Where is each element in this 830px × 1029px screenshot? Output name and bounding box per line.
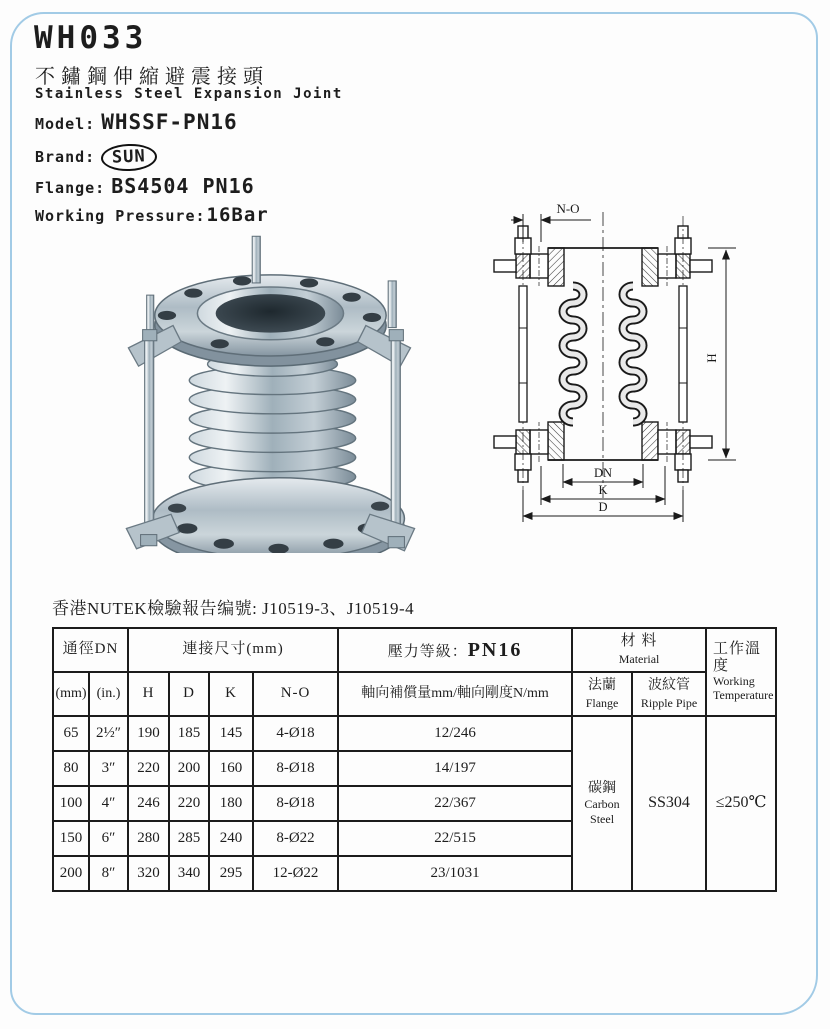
material-zh: 材 料 <box>620 632 658 649</box>
flange-value: BS4504 PN16 <box>111 174 255 198</box>
table-cell: 285 <box>169 821 209 856</box>
dimension-n-o <box>511 214 591 242</box>
table-cell: 65 <box>53 716 89 751</box>
table-cell: 320 <box>128 856 169 891</box>
col-header-ripple <box>632 672 706 716</box>
label-k: K <box>598 483 608 497</box>
model-line <box>35 110 238 134</box>
table-cell: 14/197 <box>338 751 572 786</box>
table-cell: 8″ <box>89 856 128 891</box>
pressure-grade-label: 壓力等級： <box>387 643 468 660</box>
photo-top-flange <box>155 275 386 366</box>
table-cell: 3″ <box>89 751 128 786</box>
label-n-o: N-O <box>556 201 580 216</box>
table-cell: 6″ <box>89 821 128 856</box>
flange-section-top-right <box>642 226 712 286</box>
flange-col-en: Flange <box>585 696 619 710</box>
working-temp-cell: ≤250℃ <box>706 716 776 891</box>
col-header-working-temp <box>706 628 776 716</box>
material-en: Material <box>618 652 660 666</box>
material-flange-en2: Steel <box>590 812 615 827</box>
table-row <box>53 716 776 751</box>
col-header-d: D <box>169 672 209 716</box>
spec-table <box>52 627 777 892</box>
material-flange-cell <box>572 716 632 891</box>
label-d: D <box>598 500 608 514</box>
flange-col-zh: 法蘭 <box>588 677 617 693</box>
title-english: Stainless Steel Expansion Joint <box>35 86 343 102</box>
table-cell: 220 <box>169 786 209 821</box>
material-ripple-cell: SS304 <box>632 716 706 891</box>
table-cell: 12/246 <box>338 716 572 751</box>
table-cell: 340 <box>169 856 209 891</box>
col-header-material <box>572 628 706 672</box>
pressure-label: Working Pressure: <box>35 207 206 225</box>
brand-label: Brand: <box>35 148 96 166</box>
table-cell: 200 <box>53 856 89 891</box>
table-cell: 160 <box>209 751 253 786</box>
pressure-grade-value: PN16 <box>467 638 523 661</box>
table-cell: 22/367 <box>338 786 572 821</box>
label-h: H <box>704 353 719 363</box>
table-cell: 190 <box>128 716 169 751</box>
material-flange-en1: Carbon <box>584 797 620 812</box>
table-cell: 23/1031 <box>338 856 572 891</box>
table-cell: 200 <box>169 751 209 786</box>
table-cell: 240 <box>209 821 253 856</box>
photo-bottom-flange <box>153 478 405 553</box>
inspection-report-line: 香港NUTEK檢驗報告编號: J10519-3、J10519-4 <box>52 599 415 618</box>
technical-drawing <box>478 198 748 530</box>
col-header-pressure <box>338 628 572 672</box>
table-cell: 246 <box>128 786 169 821</box>
table-cell: 8-Ø18 <box>253 786 338 821</box>
col-header-dn-group: 通徑DN <box>53 628 128 672</box>
working-temp-en2: Temperature <box>713 688 774 703</box>
table-cell: 220 <box>128 751 169 786</box>
model-label: Model: <box>35 115 96 133</box>
table-cell: 295 <box>209 856 253 891</box>
table-cell: 8-Ø18 <box>253 751 338 786</box>
working-temp-en1: Working <box>713 674 755 689</box>
table-cell: 8-Ø22 <box>253 821 338 856</box>
col-header-flange <box>572 672 632 716</box>
brand-line <box>35 144 157 171</box>
table-cell: 185 <box>169 716 209 751</box>
flange-section-bottom-right <box>642 422 712 482</box>
table-cell: 280 <box>128 821 169 856</box>
table-cell: 22/515 <box>338 821 572 856</box>
flange-section-bottom-left <box>494 422 564 482</box>
flange-line <box>35 174 255 198</box>
col-header-mm: (mm) <box>53 672 89 716</box>
table-cell: 4″ <box>89 786 128 821</box>
table-cell: 180 <box>209 786 253 821</box>
col-header-axial: 軸向補償量mm/軸向剛度N/mm <box>338 672 572 716</box>
col-header-n-o: N-O <box>253 672 338 716</box>
title-chinese: 不鏽鋼伸縮避震接頭 <box>35 66 269 88</box>
brand-badge: SUN <box>101 143 158 172</box>
col-header-in: (in.) <box>89 672 128 716</box>
flange-label: Flange: <box>35 179 106 197</box>
label-dn: DN <box>593 466 613 480</box>
col-header-k: K <box>209 672 253 716</box>
table-cell: 145 <box>209 716 253 751</box>
ripple-col-en: Ripple Pipe <box>640 696 698 710</box>
working-temp-zh: 工作溫度 <box>713 640 762 675</box>
material-flange-zh: 碳鋼 <box>588 780 617 796</box>
table-cell: 150 <box>53 821 89 856</box>
table-cell: 80 <box>53 751 89 786</box>
col-header-h: H <box>128 672 169 716</box>
table-cell: 12-Ø22 <box>253 856 338 891</box>
col-header-conn-group: 連接尺寸(mm) <box>128 628 338 672</box>
table-cell: 4-Ø18 <box>253 716 338 751</box>
ripple-col-zh: 波紋管 <box>648 677 691 693</box>
product-code: WH033 <box>34 20 148 56</box>
pressure-value: 16Bar <box>206 204 269 226</box>
flange-section-top-left <box>494 226 564 286</box>
table-cell: 2½″ <box>89 716 128 751</box>
model-value: WHSSF-PN16 <box>101 110 238 134</box>
table-cell: 100 <box>53 786 89 821</box>
pressure-line <box>35 204 269 226</box>
product-photo <box>100 228 445 553</box>
